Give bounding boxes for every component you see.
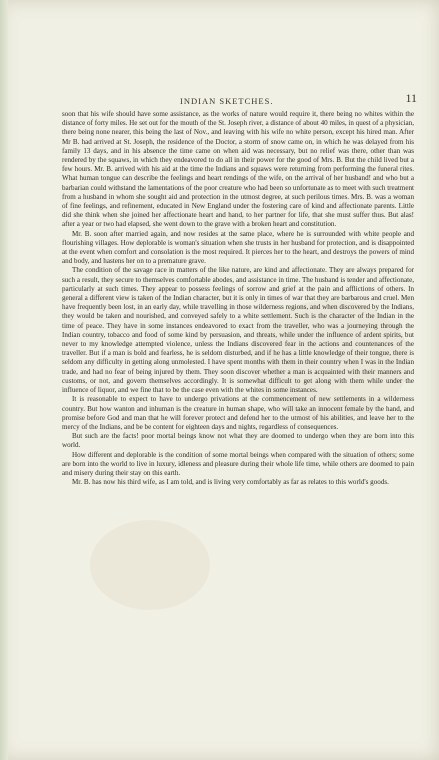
body-text [62, 110, 414, 487]
paragraph: Mr. B. soon after married again, and now resides at the same place, where he is surrounded with white people and flourishing villages. How deplorable is woman's situation when she trusts in her husband for protection, and is disappointed at the event when comfort and consolation is the most required. It pierces her to the heart, and destroys the powers of mind and body, and hastens her on to a premature grave. [62, 229, 414, 266]
page-number: 11 [405, 91, 417, 105]
paragraph: The condition of the savage race in matters of the like nature, are kind and affectionate. They are always prepared for such a result, they secure to themselves comfortable abodes, and assistance in time. The husband is tender and affectionate, particularly at such times. They appear to possess feelings of sorrow and grief at the pain and afflictions of others. In general a different view is taken of the Indian character, but it is only in times of war that they are barbarous and cruel. Men have frequently been lost, in an early day, while travelling in those wilderness regions, and when discovered by the Indians, they would be taken and nourished, and conveyed safely to a white settlement. Such is the character of the Indian in the time of peace. They have in some instances endeavored to exact from the traveller, who was a journeying through the Indian country, tobacco and food of some kind by persuasion, and threats, while under the influence of ardent spirits, but never to my knowledge attempted violence, unless the Indians discovered fear in the actions and countenances of the traveller. But if a man is bold and fearless, he is seldom disturbed, and if he has a little knowledge of their tongue, there is seldom any difficulty in getting along unmolested. I have spent months with them in their country when I was in the Indian trade, and had no fear of being injured by them. They soon discover whether a man is acquainted with their manners and customs, or not, and govern themselves accordingly. It is somewhat difficult to get along with them while under the influence of liquor, and we fine that to be the case even with the whites in some instances. [62, 266, 414, 395]
paragraph: It is reasonable to expect to have to undergo privations at the commencement of new settlements in a wilderness country. But how wanton and inhuman is the creature in human shape, who will take an innocent female by the hand, and promise before God and man that he will forever protect and defend her to the utmost of his abilities, and leave her to the mercy of the Indians, and be be content for eighteen days and nights, regardless of consequences. [62, 395, 414, 431]
paper-stain [90, 520, 210, 610]
paragraph: How different and deplorable is the condition of some mortal beings when compared with the situation of others; some are born into the world to live in luxury, idleness and pleasure during their whole life time, while others are doomed to pain and misery during their stay on this earth. [62, 450, 414, 477]
paragraph: soon that his wife should have some assistance, as the works of nature would require it, there being no whites within the distance of forty miles. He set out for the mouth of the St. Joseph river, a distance of about 40 miles, in quest of a physician, there being none nearer, this being the last of Nov., and leaving with his wife no white person, except his hired man. After Mr B. had arrived at St. Joseph, the residence of the Doctor, a storm of snow came on, in which he was delayed from his family 13 days, and in his absence the time came on when aid was necessary, but no relief was there, other than was rendered by the squaws, in which they endeavored to do all in their power for the good of Mrs. B. But the child lived but a few hours. Mr. B. arrived with his aid at the time the Indians and squaws were returning from performing the funeral rites. What human tongue can describe the feelings and heart rendings of the wife, on the arrival of her husband! and who but a barbarian could withstand the lamentations of the poor creature who had been so unfortunate as to meet with such treatment from a husband in whom she sought aid and protection in the utmost degree, at such perilous times. Mrs. B. was a woman of fine feelings, and refinement, educated in New England under the fostering care of kind and affectionate parents. Little did she think when she joined her affectionate heart and hand, to her partner for life, that she must suffer thus. But alas! after a year or two had elapsed, she went down to the grave with a broken heart and constitution. [62, 110, 414, 229]
paragraph: Mr. B. has now his third wife, as I am told, and is living very comfortably as far as relates to this world's goods. [72, 478, 389, 487]
page-header [60, 91, 417, 109]
binding-edge [0, 0, 8, 760]
paragraph: But such are the facts! poor mortal beings know not what they are doomed to undergo when they are born into this world. [62, 432, 414, 450]
running-head: INDIAN SKETCHES. [180, 96, 274, 106]
